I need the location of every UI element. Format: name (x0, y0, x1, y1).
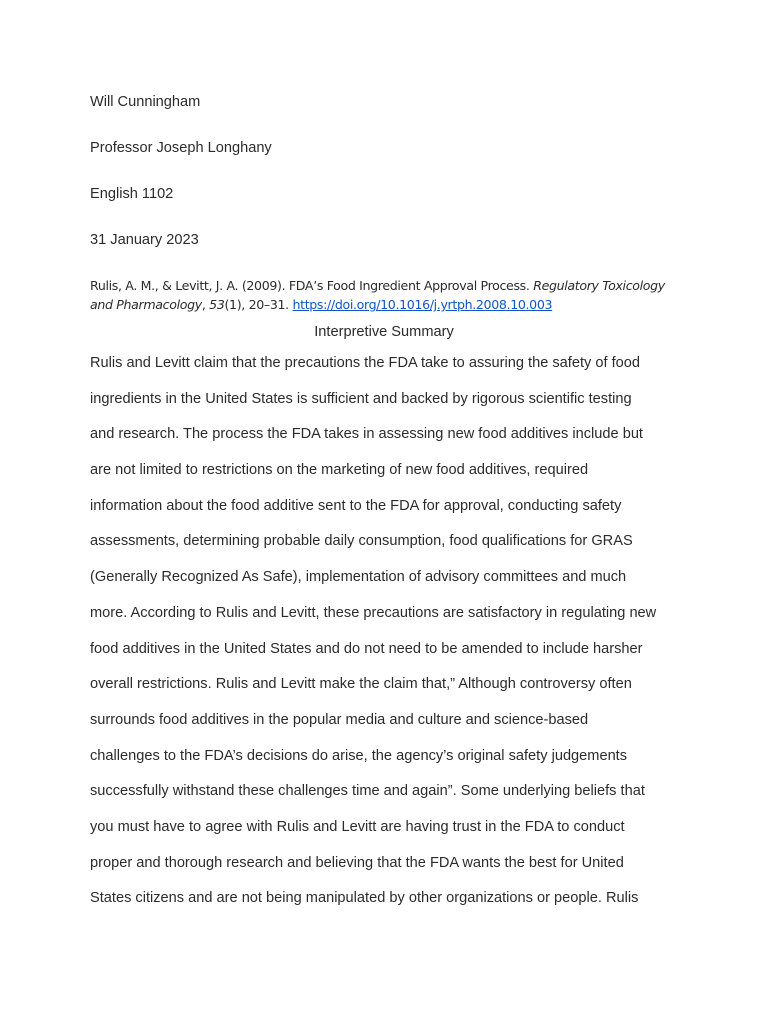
body-line: ingredients in the United States is sufficient and backed by rigorous scientific testing (90, 390, 632, 407)
author-name: Will Cunningham (90, 94, 201, 110)
summary-body (90, 353, 690, 924)
citation-separator: , (201, 297, 210, 312)
citation-journal-part2: and Pharmacology (90, 297, 202, 312)
body-line: you must have to agree with Rulis and Levitt are having trust in the FDA to conduct (90, 818, 625, 835)
body-line: information about the food additive sent to the FDA for approval, conducting safety (90, 497, 622, 514)
body-line: are not limited to restrictions on the marketing of new food additives, required (90, 462, 589, 479)
citation-issue-pages: (1), 20–31. (224, 297, 293, 312)
body-line: challenges to the FDA’s decisions do arise, the agency’s original safety judgements (90, 747, 628, 764)
body-line: overall restrictions. Rulis and Levitt make the claim that,” Although controversy often (90, 676, 632, 693)
citation-line-2 (90, 295, 690, 314)
body-line: Rulis and Levitt claim that the precautions the FDA take to assuring the safety of food (90, 355, 641, 371)
professor-name: Professor Joseph Longhany (90, 140, 272, 156)
summary-title: Interpretive Summary (314, 324, 454, 340)
citation-authors-title: Rulis, A. M., & Levitt, J. A. (2009). FDA’s Food Ingredient Approval Process. (90, 278, 534, 293)
citation-journal-part1: Regulatory Toxicology (533, 278, 665, 293)
body-line: surrounds food additives in the popular media and culture and science-based (90, 711, 589, 728)
citation (90, 276, 690, 314)
body-line: successfully withstand these challenges time and again”. Some underlying beliefs that (90, 783, 645, 800)
body-line: assessments, determining probable daily consumption, food qualifications for GRAS (90, 533, 633, 550)
course-name: English 1102 (90, 186, 174, 202)
body-line: and research. The process the FDA takes in assessing new food additives include but (90, 426, 643, 443)
body-line: (Generally Recognized As Safe), implementation of advisory committees and much (90, 569, 627, 586)
citation-line-1 (90, 276, 690, 295)
body-line: proper and thorough research and believing that the FDA wants the best for United (90, 854, 624, 871)
document-date: 31 January 2023 (90, 232, 199, 248)
citation-doi-link[interactable]: https://doi.org/10.1016/j.yrtph.2008.10.003 (292, 297, 553, 312)
citation-volume: 53 (209, 297, 225, 312)
body-line: food additives in the United States and do not need to be amended to include harsher (90, 640, 643, 657)
body-line: more. According to Rulis and Levitt, these precautions are satisfactory in regulating new (90, 604, 657, 621)
body-line: States citizens and are not being manipulated by other organizations or people. Rulis (90, 890, 639, 907)
